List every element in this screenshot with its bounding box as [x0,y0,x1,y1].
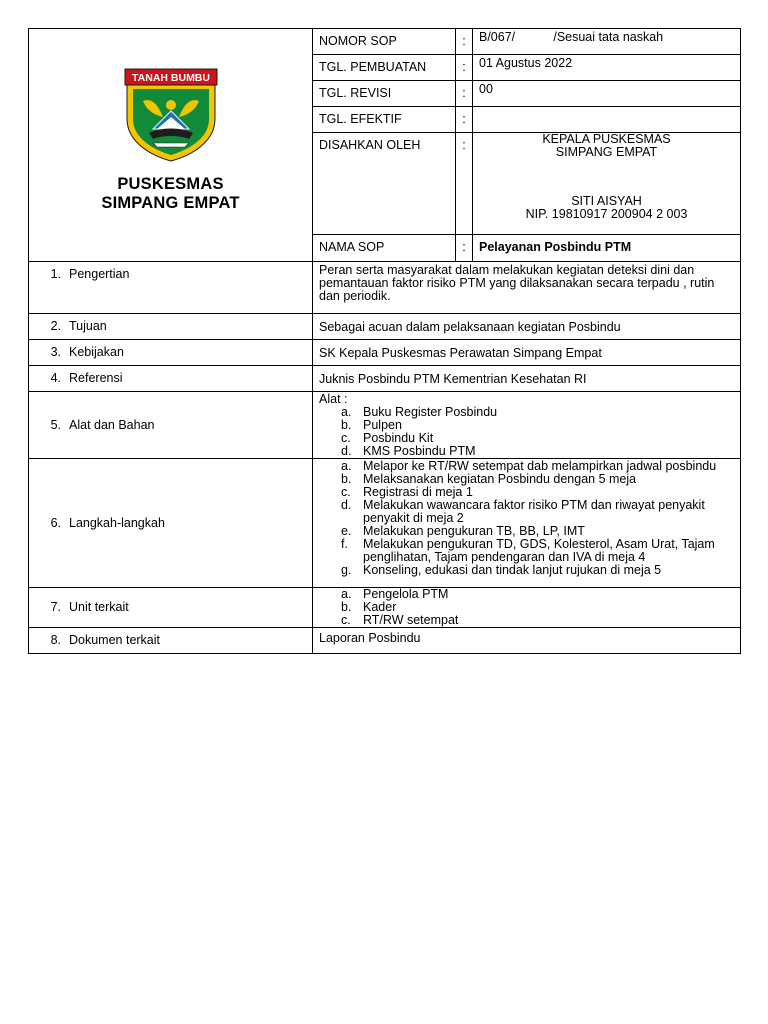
section-title: Dokumen terkait [69,633,161,647]
colon: : [456,81,473,107]
organization-name-line1: PUSKESMAS [117,175,224,193]
steps-list [319,460,734,577]
colon: : [456,133,473,235]
organization-name [29,175,312,213]
logo-text: TANAH BUMBU [132,72,210,84]
organization-name-line2: SIMPANG EMPAT [101,194,240,212]
section-1-title-cell [29,262,313,314]
list-item: d. Melakukan wawancara faktor risiko PTM dan riwayat penyakit penyakit di meja 2 [341,498,705,525]
section-number: 5. [50,417,61,432]
section-number: 3. [50,345,61,359]
value-tgl-revisi: 00 [473,81,741,107]
colon: : [456,235,473,262]
value-tgl-efektif [473,107,741,133]
section-title: Langkah-langkah [69,515,165,530]
section-title: Pengertian [69,267,130,281]
colon: : [456,107,473,133]
list-item: d. KMS Posbindu PTM [341,444,476,458]
section-5-title-cell [29,392,313,459]
section-number: 6. [50,515,61,530]
value-tgl-pembuatan: 01 Agustus 2022 [473,55,741,81]
sop-table [28,28,741,654]
list-item: b. Melaksanakan kegiatan Posbindu dengan 5 meja [341,472,637,486]
section-1-body: Peran serta masyarakat dalam melakukan kegiatan deteksi dini dan pemantauan faktor risiko PTM yang dilaksanakan secara terpadu , rutin dan periodik. [313,262,741,314]
approver-nip: NIP. 19810917 200904 2 003 [525,207,688,221]
list-item: g. Konseling, edukasi dan tindak lanjut rujukan di meja 5 [341,563,662,577]
section-2-body: Sebagai acuan dalam pelaksanaan kegiatan Posbindu [313,314,741,340]
list-item: e. Melakukan pengukuran TB, BB, LP, IMT [341,524,585,538]
label-tgl-efektif: TGL. EFEKTIF [313,107,456,133]
regency-emblem-icon [123,67,219,163]
units-list [319,588,734,627]
approver-title-line1: KEPALA PUSKESMAS [542,132,671,146]
list-item: f. Melakukan pengukuran TD, GDS, Kolesterol, Asam Urat, Tajam penglihatan, Tajam pendengaran dan IVA di meja 4 [341,537,715,564]
list-item: a. Pengelola PTM [341,587,449,601]
colon: : [456,29,473,55]
section-5-body [313,392,741,459]
approver-title-line2: SIMPANG EMPAT [555,145,658,159]
section-6-title-cell [29,459,313,588]
colon: : [456,55,473,81]
tools-intro: Alat : [319,392,348,406]
value-nama-sop: Pelayanan Posbindu PTM [473,235,741,262]
section-number: 4. [50,371,61,385]
list-item: a. Melapor ke RT/RW setempat dab melampirkan jadwal posbindu [341,459,717,473]
section-title: Referensi [69,371,123,385]
list-item: b. Kader [341,600,397,614]
section-8-title-cell [29,628,313,654]
section-title: Kebijakan [69,345,124,359]
section-7-title-cell [29,588,313,628]
section-number: 2. [50,319,61,333]
value-nomor-sop: B/067/ /Sesuai tata naskah [473,29,741,55]
section-4-body: Juknis Posbindu PTM Kementrian Kesehatan RI [313,366,741,392]
approver-name: SITI AISYAH [571,194,642,208]
section-7-body [313,588,741,628]
list-item: a. Buku Register Posbindu [341,405,498,419]
section-number: 1. [50,267,61,281]
section-title: Alat dan Bahan [69,417,155,432]
section-2-title-cell [29,314,313,340]
section-8-body: Laporan Posbindu [313,628,741,654]
section-title: Tujuan [69,319,107,333]
label-disahkan-oleh: DISAHKAN OLEH [313,133,456,235]
list-item: c. Registrasi di meja 1 [341,485,473,499]
label-nama-sop: NAMA SOP [313,235,456,262]
approver-block [473,133,741,235]
section-number: 7. [50,600,61,614]
list-item: b. Pulpen [341,418,402,432]
label-tgl-pembuatan: TGL. PEMBUATAN [313,55,456,81]
section-number: 8. [50,633,61,647]
tools-list [319,406,734,458]
label-nomor-sop: NOMOR SOP [313,29,456,55]
section-4-title-cell [29,366,313,392]
section-3-body: SK Kepala Puskesmas Perawatan Simpang Empat [313,340,741,366]
header-logo-cell [29,29,313,262]
label-tgl-revisi: TGL. REVISI [313,81,456,107]
section-title: Unit terkait [69,600,129,614]
section-3-title-cell [29,340,313,366]
list-item: c. Posbindu Kit [341,431,434,445]
list-item: c. RT/RW setempat [341,613,459,627]
section-6-body [313,459,741,588]
